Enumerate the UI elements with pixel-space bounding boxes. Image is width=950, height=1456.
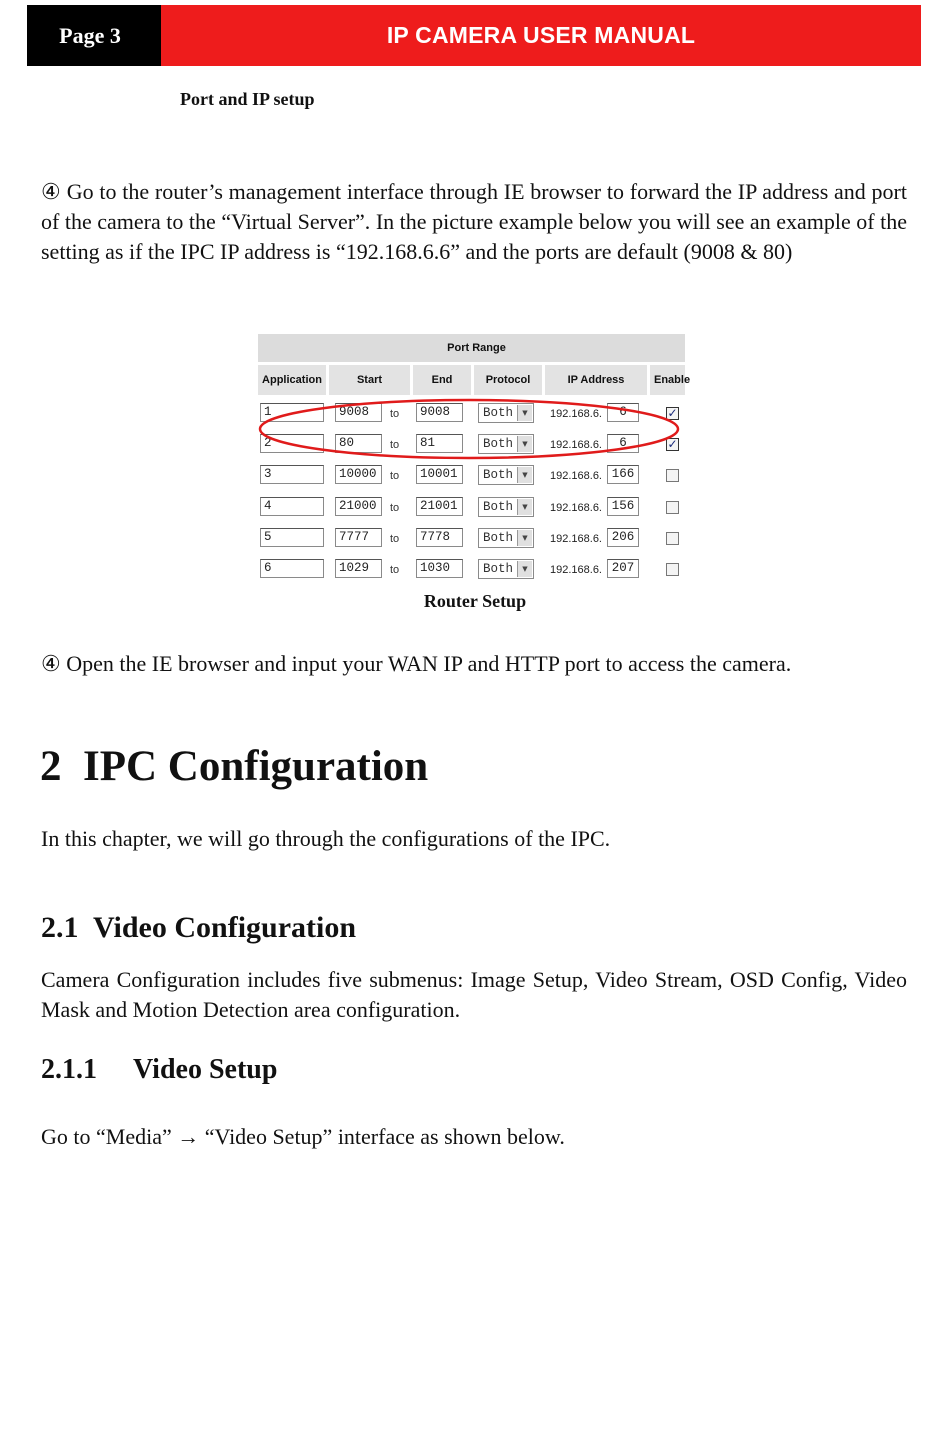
enable-checkbox[interactable] [666,563,679,576]
ip-prefix: 192.168.6. [550,470,602,483]
column-header: Application [258,365,326,395]
start-port-input[interactable]: 7777 [335,528,382,547]
ip-prefix: 192.168.6. [550,564,602,576]
chapter-intro: In this chapter, we will go through the configurations of the IPC. [41,826,611,851]
protocol-select[interactable] [478,497,534,517]
end-port-input[interactable]: 7778 [416,528,463,547]
to-label: to [390,470,400,483]
step-marker: ④ [41,651,61,676]
protocol-value: Both [483,468,514,483]
table-row [258,494,685,525]
application-input[interactable]: 6 [260,559,324,578]
protocol-select[interactable] [478,528,534,548]
column-header: Enable [650,365,685,395]
protocol-value: Both [483,499,514,514]
port-range-title: Port Range [258,334,685,362]
subsection-heading [41,1054,277,1086]
ip-prefix: 192.168.6. [550,532,602,545]
step-text: Go to the router’s management interface through IE browser to forward the IP address and port of the camera to the “Virtual Server”. In the picture example below you will see an example of the setting as if the IPC IP address is “192.168.6.6” and the ports are default (9008 & 80) [41,179,907,264]
start-port-input[interactable]: 9008 [335,403,382,422]
column-header: Start [329,365,410,395]
to-label: to [390,501,400,514]
enable-checkbox[interactable] [666,532,679,545]
end-port-input[interactable]: 21001 [416,497,463,516]
dropdown-arrow-icon[interactable]: ▼ [517,405,532,421]
chapter-title: IPC Configuration [83,743,429,790]
table-row [258,556,685,587]
ip-last-octet-input[interactable]: 6 [607,434,639,453]
column-header: Protocol [474,365,542,395]
dropdown-arrow-icon[interactable]: ▼ [517,467,532,483]
manual-title: IP CAMERA USER MANUAL [161,5,921,66]
dropdown-arrow-icon[interactable]: ▼ [517,561,532,577]
application-input[interactable]: 4 [260,497,324,516]
to-label: to [390,532,400,545]
protocol-select[interactable] [478,465,534,485]
table-row [258,462,685,493]
highlight-ellipse [258,396,685,462]
to-label: to [390,439,400,452]
application-input[interactable]: 2 [260,434,324,453]
ip-prefix: 192.168.6. [550,439,602,452]
end-port-input[interactable]: 81 [416,434,463,453]
protocol-select[interactable] [478,559,534,579]
ip-last-octet-input[interactable]: 166 [607,465,639,484]
dropdown-arrow-icon[interactable]: ▼ [517,530,532,546]
ip-prefix: 192.168.6. [550,501,602,514]
protocol-value: Both [483,437,514,452]
enable-checkbox[interactable] [666,469,679,482]
start-port-input[interactable]: 21000 [335,497,382,516]
step-marker: ④ [41,179,61,204]
end-port-input[interactable]: 9008 [416,403,463,422]
router-virtual-server-table [258,334,691,586]
ip-last-octet-input[interactable]: 207 [607,559,639,578]
figure-caption: Router Setup [423,591,527,611]
step-open-browser [41,649,907,679]
protocol-value: Both [483,562,514,576]
protocol-value: Both [483,530,514,545]
enable-checkbox[interactable] [666,501,679,514]
start-port-input[interactable]: 1029 [335,559,382,578]
subsection-number: 2.1.1 [41,1054,97,1085]
start-port-input[interactable]: 80 [335,434,382,453]
start-port-input[interactable]: 10000 [335,465,382,484]
section-heading [41,911,356,945]
section-number: 2.1 [41,911,79,944]
end-port-input[interactable]: 10001 [416,465,463,484]
step-forward-ports [41,177,907,267]
step-text: Open the IE browser and input your WAN IP and HTTP port to access the camera. [66,651,792,676]
page-number: Page 3 [27,5,161,66]
column-header: IP Address [545,365,647,395]
ip-last-octet-input[interactable]: 6 [607,403,639,422]
to-label: to [390,408,400,420]
subsection-text: Go to “Media” → “Video Setup” interface as shown below. [41,1124,565,1149]
dropdown-arrow-icon[interactable]: ▼ [517,499,532,515]
application-input[interactable]: 3 [260,465,324,484]
section-text: Camera Configuration includes five submenus: Image Setup, Video Stream, OSD Config, Video Mask and Motion Detection area configuration. [41,967,907,1022]
enable-checkbox[interactable]: ✓ [667,406,678,420]
ip-last-octet-input[interactable]: 156 [607,497,639,516]
application-input[interactable]: 1 [260,403,324,422]
protocol-value: Both [483,406,514,420]
chapter-number: 2 [40,743,62,790]
ip-last-octet-input[interactable]: 206 [607,528,639,547]
subsection-title: Video Setup [133,1054,278,1085]
dropdown-arrow-icon[interactable]: ▼ [517,436,532,452]
table-row [258,525,685,556]
to-label: to [390,564,400,576]
section-title: Video Configuration [92,911,357,944]
column-header: End [413,365,471,395]
application-input[interactable]: 5 [260,528,324,547]
enable-checkbox[interactable]: ✓ [667,437,678,452]
page-header [27,5,921,66]
end-port-input[interactable]: 1030 [416,559,463,578]
chapter-heading [40,742,428,791]
ip-prefix: 192.168.6. [550,408,602,420]
section-label: Port and IP setup [180,89,315,109]
